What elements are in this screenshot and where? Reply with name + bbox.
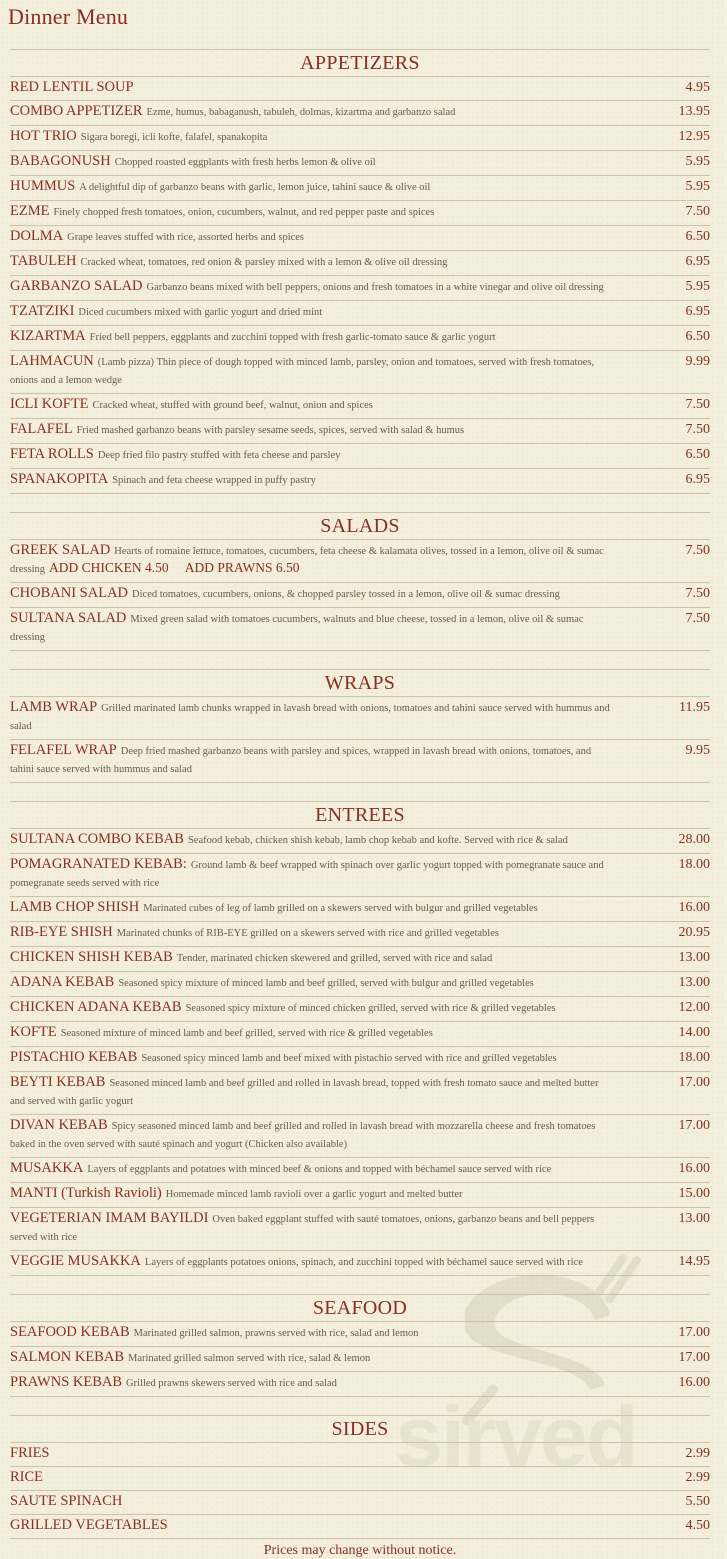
menu-item-description: Oven baked eggplant stuffed with sauté tomatoes, onions, garbanzo beans and bell peppers served with rice	[10, 1214, 595, 1243]
menu-item-name: LAMB WRAP	[10, 699, 98, 715]
section-spacer	[10, 494, 710, 512]
menu-item-description: Marinated chunks of RIB-EYE grilled on a skewers served with rice and grilled vegetables	[116, 928, 499, 939]
menu-item-description: Deep fried filo pastry stuffed with feta cheese and parsley	[97, 450, 341, 461]
menu-section	[10, 512, 710, 651]
menu-item-name: SEAFOOD KEBAB	[10, 1324, 130, 1340]
menu-item-name: ICLI KOFTE	[10, 396, 89, 412]
menu-item-name: GREEK SALAD	[10, 542, 111, 558]
menu-item-name: CHOBANI SALAD	[10, 585, 129, 601]
menu-item-price: 9.99	[685, 354, 710, 369]
menu-item-price: 5.95	[685, 154, 710, 169]
menu-item	[10, 1346, 710, 1371]
menu-item-name: GRILLED VEGETABLES	[10, 1517, 168, 1533]
price-notice: Prices may change without notice.	[263, 1543, 457, 1558]
menu-item	[10, 828, 710, 853]
menu-item-text	[10, 1493, 650, 1509]
menu-item-price: 6.50	[685, 447, 710, 462]
menu-section	[10, 669, 710, 783]
menu-item-description: Finely chopped fresh tomatoes, onion, cucumbers, walnut, and red pepper paste and spices	[53, 207, 435, 218]
menu-item-name: RIB-EYE SHISH	[10, 924, 113, 940]
menu-item-description: Layers of eggplants potatoes onions, spinach, and zucchini topped with béchamel sauce served with rice	[144, 1257, 583, 1268]
menu-item-name: CHICKEN ADANA KEBAB	[10, 999, 182, 1015]
menu-item-name: LAMB CHOP SHISH	[10, 899, 140, 915]
menu-item-name: SULTANA COMBO KEBAB	[10, 831, 184, 847]
menu-item-name: RICE	[10, 1469, 44, 1485]
section-heading: ENTREES	[10, 801, 710, 828]
menu-item-name: SPANAKOPITA	[10, 471, 109, 487]
menu-item-description: (Lamb pizza) Thin piece of dough topped with minced lamb, parsley, onion and tomatoes, served with fresh tomatoes, onions and a lemon wedge	[10, 357, 595, 386]
menu-item	[10, 1114, 710, 1157]
menu-item-description: Spicy seasoned minced lamb and beef grilled and rolled in lavash bread with mozzarella cheese and fresh tomatoes baked in the oven served with sauté spinach and yogurt (Chicken also available)	[10, 1121, 596, 1150]
menu-item-price: 16.00	[678, 1375, 710, 1390]
menu-item-name: EZME	[10, 203, 50, 219]
menu-item-text	[10, 1349, 650, 1367]
menu-item	[10, 896, 710, 921]
menu-item-text	[10, 1185, 650, 1203]
menu-item-description: Seasoned spicy mixture of minced chicken grilled, served with rice & grilled vegetables	[185, 1003, 556, 1014]
menu-item	[10, 539, 710, 582]
menu-item	[10, 607, 710, 650]
menu-item-price: 28.00	[678, 832, 710, 847]
menu-item	[10, 100, 710, 125]
menu-item-name: LAHMACUN	[10, 353, 94, 369]
menu-item-text	[10, 153, 650, 171]
menu-item-text	[10, 421, 650, 439]
menu-item	[10, 1321, 710, 1346]
menu-item-description: A delightful dip of garbanzo beans with garlic, lemon juice, tahini sauce & olive oil	[79, 182, 431, 193]
menu-item-text	[10, 856, 650, 892]
menu-item-name: FRIES	[10, 1445, 50, 1461]
menu-item	[10, 582, 710, 607]
menu-item-price: 7.50	[685, 397, 710, 412]
menu-item-name: POMAGRANATED KEBAB:	[10, 856, 187, 872]
menu-item-price: 16.00	[678, 900, 710, 915]
menu-item	[10, 1157, 710, 1182]
menu-item-name: KOFTE	[10, 1024, 57, 1040]
section-spacer	[10, 1397, 710, 1415]
menu-section	[10, 49, 710, 494]
menu-item-price: 14.00	[678, 1025, 710, 1040]
menu-item-addons: ADD CHICKEN 4.50 ADD PRAWNS 6.50	[49, 560, 300, 575]
menu-item	[10, 175, 710, 200]
menu-item-price: 7.50	[685, 586, 710, 601]
menu-item-description: Chopped roasted eggplants with fresh herbs lemon & olive oil	[114, 157, 376, 168]
menu-item-price: 7.50	[685, 204, 710, 219]
menu-item-text	[10, 278, 650, 296]
menu-item-price: 16.00	[678, 1161, 710, 1176]
menu-item-price: 6.95	[685, 472, 710, 487]
menu-item-text	[10, 396, 650, 414]
menu-item-price: 13.95	[678, 104, 710, 119]
menu-item	[10, 418, 710, 443]
menu-item	[10, 325, 710, 350]
menu-item-text	[10, 742, 650, 778]
menu-item-price: 13.00	[678, 975, 710, 990]
menu-item-price: 6.95	[685, 254, 710, 269]
section-heading: SALADS	[10, 512, 710, 539]
menu-item	[10, 393, 710, 418]
menu-item-text	[10, 1210, 650, 1246]
menu-item-price: 2.99	[685, 1446, 710, 1461]
menu-item-price: 15.00	[678, 1186, 710, 1201]
menu-item-price: 2.99	[685, 1470, 710, 1485]
menu-item-name: FETA ROLLS	[10, 446, 94, 462]
menu-item-price: 6.95	[685, 304, 710, 319]
menu-item-price: 12.95	[678, 129, 710, 144]
menu-item-text	[10, 253, 650, 271]
menu-item-text	[10, 585, 650, 603]
menu-item	[10, 739, 710, 782]
menu-item-text	[10, 924, 650, 942]
menu-item-name: HOT TRIO	[10, 128, 77, 144]
menu-item-text	[10, 1469, 650, 1485]
menu-item-text	[10, 1074, 650, 1110]
menu-item-price: 18.00	[678, 857, 710, 872]
menu-item-description: Marinated grilled salmon served with rice, salad & lemon	[128, 1353, 371, 1364]
menu-item-name: COMBO APPETIZER	[10, 103, 143, 119]
menu-item	[10, 853, 710, 896]
menu-item-text	[10, 79, 650, 95]
menu-item-description: Seasoned minced lamb and beef grilled and rolled in lavash bread, topped with fresh tomato sauce and melted butter and served with garlic yogurt	[10, 1078, 599, 1107]
menu-item-name: MANTI (Turkish Ravioli)	[10, 1185, 162, 1201]
section-spacer	[10, 651, 710, 669]
menu-item-name: ADANA KEBAB	[10, 974, 115, 990]
menu-item-text	[10, 699, 650, 735]
menu-item-description: Seasoned spicy mixture of minced lamb and beef grilled, served with bulgur and grilled vegetables	[118, 978, 534, 989]
menu-item-name: MUSAKKA	[10, 1160, 84, 1176]
menu-item-text	[10, 103, 650, 121]
menu-content	[10, 49, 710, 1559]
menu-item-price: 7.50	[685, 611, 710, 626]
menu-item	[10, 275, 710, 300]
menu-item-name: VEGGIE MUSAKKA	[10, 1253, 141, 1269]
menu-item-text	[10, 1024, 650, 1042]
menu-item-description: Marinated cubes of leg of lamb grilled on a skewers served with bulgur and grilled vegetables	[143, 903, 538, 914]
menu-item-name: DOLMA	[10, 228, 64, 244]
menu-item	[10, 971, 710, 996]
menu-item-price: 5.95	[685, 279, 710, 294]
menu-item-name: FELAFEL WRAP	[10, 742, 117, 758]
menu-item-name: HUMMUS	[10, 178, 76, 194]
menu-item-name: CHICKEN SHISH KEBAB	[10, 949, 173, 965]
menu-item-name: PRAWNS KEBAB	[10, 1374, 123, 1390]
menu-item-price: 5.50	[685, 1494, 710, 1509]
menu-item-text	[10, 303, 650, 321]
menu-item-name: BEYTI KEBAB	[10, 1074, 106, 1090]
menu-item	[10, 696, 710, 739]
menu-item	[10, 300, 710, 325]
menu-item	[10, 443, 710, 468]
menu-section	[10, 1415, 710, 1539]
menu-item-description: Seasoned spicy minced lamb and beef mixed with pistachio served with rice and grilled vegetables	[141, 1053, 557, 1064]
menu-item-text	[10, 178, 650, 196]
menu-item	[10, 1250, 710, 1275]
menu-item	[10, 1207, 710, 1250]
menu-item	[10, 1466, 710, 1490]
menu-item-name: TABULEH	[10, 253, 77, 269]
menu-item-name: DIVAN KEBAB	[10, 1117, 108, 1133]
menu-item	[10, 946, 710, 971]
menu-item	[10, 225, 710, 250]
menu-item-description: Cracked wheat, stuffed with ground beef, walnut, onion and spices	[92, 400, 373, 411]
menu-item-text	[10, 949, 650, 967]
menu-item-name: FALAFEL	[10, 421, 73, 437]
menu-item-description: Fried bell peppers, eggplants and zucchini topped with fresh garlic-tomato sauce & garlic yogurt	[89, 332, 496, 343]
menu-item-text	[10, 128, 650, 146]
menu-item-price: 5.95	[685, 179, 710, 194]
menu-item-price: 11.95	[679, 700, 710, 715]
menu-item-text	[10, 471, 650, 489]
menu-item	[10, 76, 710, 100]
menu-item-description: Mixed green salad with tomatoes cucumbers, walnuts and blue cheese, tossed in a lemon, olive oil & sumac dressing	[10, 614, 584, 643]
menu-item	[10, 125, 710, 150]
menu-item-text	[10, 999, 650, 1017]
menu-item-price: 13.00	[678, 950, 710, 965]
menu-item-text	[10, 1160, 650, 1178]
menu-item	[10, 1021, 710, 1046]
menu-item-name: SALMON KEBAB	[10, 1349, 124, 1365]
menu-item-price: 9.95	[685, 743, 710, 758]
section-heading: SEAFOOD	[10, 1294, 710, 1321]
menu-item-price: 17.00	[678, 1350, 710, 1365]
menu-item-price: 6.50	[685, 229, 710, 244]
menu-item-price: 20.95	[678, 925, 710, 940]
menu-item-description: Hearts of romaine lettuce, tomatoes, cucumbers, feta cheese & kalamata olives, tossed in a lemon, olive oil & sumac dressing	[10, 546, 604, 575]
menu-item	[10, 1490, 710, 1514]
menu-item-description: Ezme, humus, babaganush, tabuleh, dolmas, kizartma and garbanzo salad	[146, 107, 456, 118]
menu-section	[10, 1294, 710, 1397]
menu-item-price: 18.00	[678, 1050, 710, 1065]
menu-item-name: GARBANZO SALAD	[10, 278, 143, 294]
menu-item	[10, 1514, 710, 1538]
menu-item	[10, 250, 710, 275]
menu-item-description: Layers of eggplants and potatoes with minced beef & onions and topped with béchamel sauce served with rice	[87, 1164, 552, 1175]
menu-item-text	[10, 1445, 650, 1461]
menu-item-name: KIZARTMA	[10, 328, 86, 344]
menu-item	[10, 1071, 710, 1114]
menu-item-name: SAUTE SPINACH	[10, 1493, 123, 1509]
menu-item	[10, 200, 710, 225]
menu-item-price: 7.50	[685, 543, 710, 558]
menu-item	[10, 1046, 710, 1071]
section-spacer	[10, 783, 710, 801]
menu-item-description: Garbanzo beans mixed with bell peppers, onions and fresh tomatoes in a white vinegar and olive oil dressing	[146, 282, 604, 293]
menu-item-description: Sigara boregi, icli kofte, falafel, spanakopita	[80, 132, 268, 143]
menu-item	[10, 1182, 710, 1207]
menu-item-text	[10, 831, 650, 849]
menu-item-description: Fried mashed garbanzo beans with parsley sesame seeds, spices, served with salad & humus	[76, 425, 465, 436]
menu-item-text	[10, 203, 650, 221]
menu-item-price: 14.95	[678, 1254, 710, 1269]
menu-item-description: Marinated grilled salmon, prawns served with rice, salad and lemon	[133, 1328, 419, 1339]
menu-item-text	[10, 1517, 650, 1533]
menu-item	[10, 1371, 710, 1396]
menu-item-description: Tender, marinated chicken skewered and grilled, served with rice and salad	[176, 953, 493, 964]
menu-item-text	[10, 353, 650, 389]
sirved-watermark-text: sirved	[395, 1389, 637, 1485]
menu-item-text	[10, 1117, 650, 1153]
menu-item-text	[10, 228, 650, 246]
section-spacer	[10, 1276, 710, 1294]
menu-item-description: Ground lamb & beef wrapped with spinach over garlic yogurt topped with pomegranate sauce and pomegranate seeds served with rice	[10, 860, 604, 889]
menu-item-text	[10, 899, 650, 917]
section-heading: WRAPS	[10, 669, 710, 696]
menu-item-price: 17.00	[678, 1118, 710, 1133]
menu-item-text	[10, 974, 650, 992]
section-heading: SIDES	[10, 1415, 710, 1442]
menu-item-description: Grape leaves stuffed with rice, assorted herbs and spices	[67, 232, 305, 243]
menu-item-text	[10, 446, 650, 464]
menu-item-price: 4.50	[685, 1518, 710, 1533]
menu-item-text	[10, 1253, 650, 1271]
menu-item-description: Homemade minced lamb ravioli over a garlic yogurt and melted butter	[165, 1189, 463, 1200]
section-heading: APPETIZERS	[10, 49, 710, 76]
menu-item	[10, 468, 710, 493]
menu-item-price: 17.00	[678, 1325, 710, 1340]
menu-item-name: TZATZIKI	[10, 303, 75, 319]
menu-item-description: Seafood kebab, chicken shish kebab, lamb chop kebab and kofte. Served with rice & salad	[187, 835, 568, 846]
page-title: Dinner Menu	[8, 4, 129, 29]
menu-item-text	[10, 1324, 650, 1342]
menu-item-description: Deep fried mashed garbanzo beans with parsley and spices, wrapped in lavash bread with onions, tomatoes, and tahini sauce served with hummus and salad	[10, 746, 592, 775]
menu-item-text	[10, 1374, 650, 1392]
menu-item	[10, 350, 710, 393]
menu-item-description: Grilled prawns skewers served with rice and salad	[126, 1378, 337, 1389]
menu-item-description: Spinach and feta cheese wrapped in puffy pastry	[112, 475, 316, 486]
menu-item-price: 6.50	[685, 329, 710, 344]
menu-item-name: SULTANA SALAD	[10, 610, 127, 626]
menu-item	[10, 921, 710, 946]
menu-item-description: Diced tomatoes, cucumbers, onions, & chopped parsley tossed in a lemon, olive oil & sumac dressing	[132, 589, 560, 600]
menu-item-text	[10, 610, 650, 646]
menu-item-text	[10, 328, 650, 346]
menu-item-name: RED LENTIL SOUP	[10, 79, 134, 95]
menu-item-description: Grilled marinated lamb chunks wrapped in lavash bread with onions, tomatoes and tahini sauce served with hummus and salad	[10, 703, 610, 732]
menu-item	[10, 1442, 710, 1466]
menu-item-price: 12.00	[678, 1000, 710, 1015]
menu-item	[10, 150, 710, 175]
menu-section	[10, 801, 710, 1276]
menu-item-name: BABAGONUSH	[10, 153, 111, 169]
menu-item-description: Seasoned mixture of minced lamb and beef grilled, served with rice & grilled vegetables	[60, 1028, 433, 1039]
menu-item-price: 7.50	[685, 422, 710, 437]
menu-item-text	[10, 1049, 650, 1067]
menu-item-price: 4.95	[685, 80, 710, 95]
menu-item	[10, 996, 710, 1021]
menu-item-description: Cracked wheat, tomatoes, red onion & parsley mixed with a lemon & olive oil dressing	[80, 257, 448, 268]
menu-item-price: 17.00	[678, 1075, 710, 1090]
menu-item-description: Diced cucumbers mixed with garlic yogurt and dried mint	[78, 307, 323, 318]
menu-item-text	[10, 542, 650, 578]
menu-item-name: VEGETERIAN IMAM BAYILDI	[10, 1210, 209, 1226]
menu-item-name: PISTACHIO KEBAB	[10, 1049, 138, 1065]
menu-item-price: 13.00	[678, 1211, 710, 1226]
